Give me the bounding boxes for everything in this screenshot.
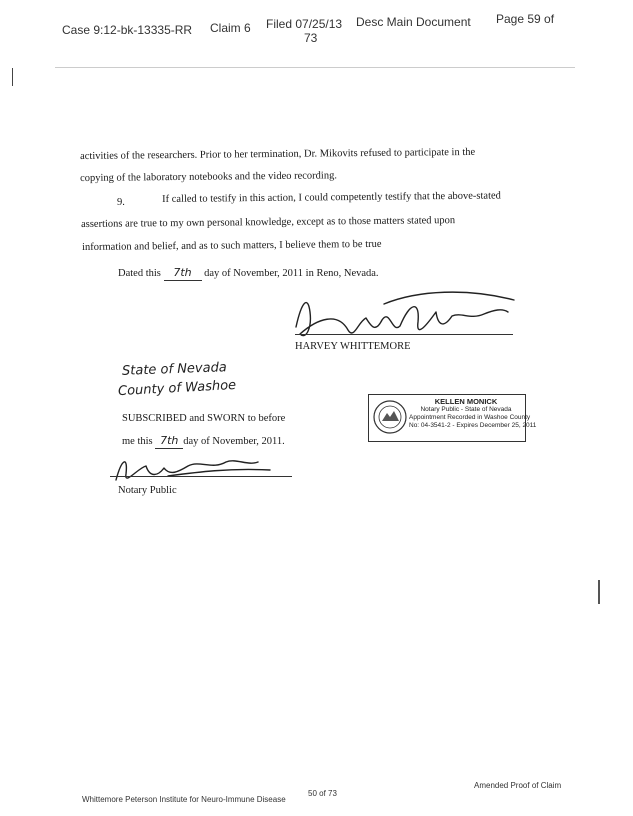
- paragraph-line: If called to testify in this action, I could competently testify that the above-stated: [162, 190, 501, 205]
- dated-prefix: Dated this: [118, 268, 161, 279]
- subscribed-text: SUBSCRIBED and SWORN to before: [122, 413, 286, 424]
- sworn-suffix: day of November, 2011.: [183, 436, 285, 447]
- paragraph-line: information and belief, and as to such matters, I believe them to be true: [82, 238, 382, 253]
- notary-stamp: [368, 394, 537, 442]
- declarant-name: HARVEY WHITTEMORE: [295, 341, 411, 352]
- paragraph-line: assertions are true to my own personal knowledge, except as to those matters stated upon: [81, 215, 456, 230]
- page-indicator: Page 59 of: [496, 12, 555, 26]
- sworn-date-line: [122, 434, 285, 449]
- paragraph-line: activities of the researchers. Prior to her termination, Dr. Mikovits refused to participate in the: [80, 146, 476, 162]
- state-seal-icon: [372, 399, 408, 435]
- notary-signature: [108, 448, 278, 488]
- signature-line: [295, 334, 513, 335]
- scan-line: [55, 67, 575, 68]
- paragraph-line: copying of the laboratory notebooks and the video recording.: [80, 170, 338, 184]
- footer-document-title: Amended Proof of Claim: [474, 781, 562, 790]
- handwritten-state: State of Nevada: [121, 360, 228, 379]
- sworn-day: 7th: [155, 434, 183, 449]
- filed-date: Filed 07/25/13: [266, 17, 343, 31]
- stamp-title: Notary Public - State of Nevada: [420, 406, 512, 413]
- scan-mark-right: [598, 580, 600, 604]
- notary-label: Notary Public: [118, 485, 177, 496]
- dated-day: 7th: [164, 266, 202, 281]
- dated-line: [118, 266, 379, 281]
- dated-suffix: day of November, 2011 in Reno, Nevada.: [204, 268, 379, 279]
- document-type: Desc Main Document: [356, 15, 471, 29]
- notary-signature-line: [110, 476, 292, 477]
- filed-date-cont: 73: [304, 31, 318, 45]
- scan-mark: [12, 68, 13, 86]
- claim-number: Claim 6: [210, 21, 251, 35]
- sworn-prefix: me this: [122, 436, 153, 447]
- stamp-county: Appointment Recorded in Washoe County: [409, 414, 531, 421]
- footer-organization: Whittemore Peterson Institute for Neuro-Immune Disease: [82, 795, 286, 804]
- paragraph-number: 9.: [117, 197, 125, 208]
- stamp-notary-name: KELLEN MONICK: [434, 397, 498, 406]
- case-number: Case 9:12-bk-13335-RR: [62, 23, 193, 37]
- handwritten-county: County of Washoe: [117, 377, 237, 400]
- stamp-expiry: No: 04-3541-2 - Expires December 25, 2011: [409, 422, 537, 429]
- footer-page-number: 50 of 73: [308, 789, 337, 798]
